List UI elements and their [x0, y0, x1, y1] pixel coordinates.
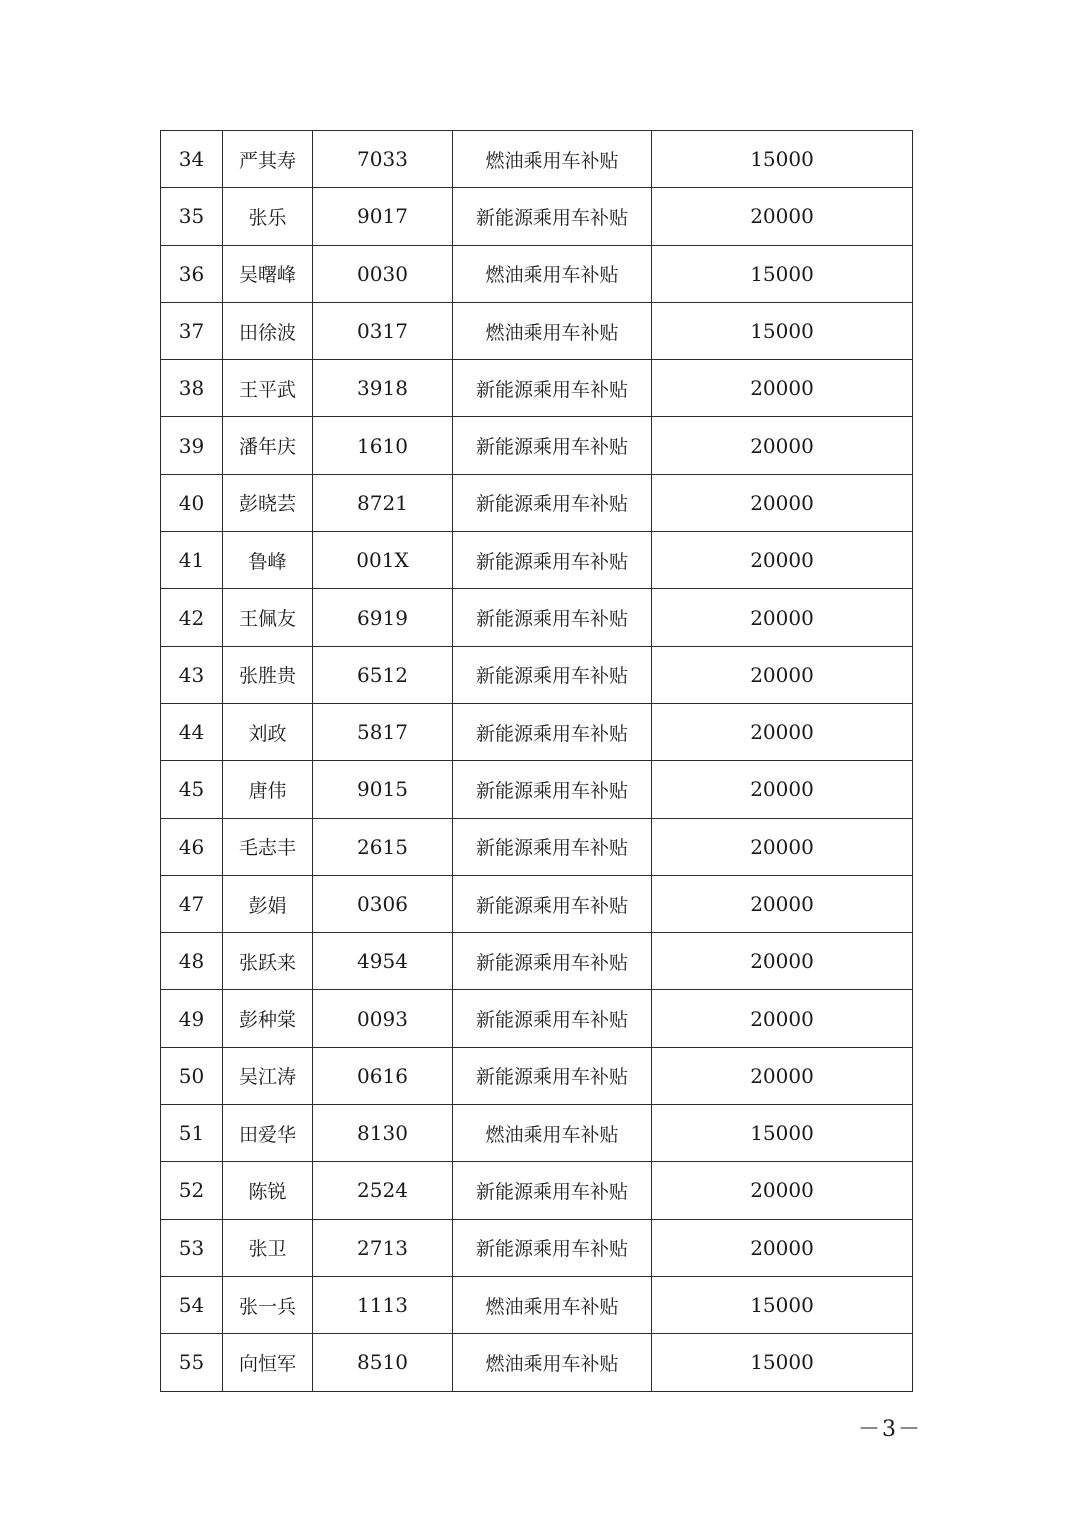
- name-cell: 张跃来: [223, 933, 313, 990]
- subsidy-type-cell: 新能源乘用车补贴: [453, 703, 652, 760]
- table-row: [161, 360, 913, 417]
- table-body: [161, 131, 913, 1392]
- table-row: [161, 990, 913, 1047]
- name-cell: 张乐: [223, 188, 313, 245]
- row-number-cell: 53: [161, 1219, 223, 1276]
- amount-cell: 20000: [652, 360, 913, 417]
- id-tail-cell: 0317: [313, 302, 453, 359]
- name-cell: 陈锐: [223, 1162, 313, 1219]
- table-row: [161, 1219, 913, 1276]
- id-tail-cell: 1610: [313, 417, 453, 474]
- amount-cell: 20000: [652, 589, 913, 646]
- amount-cell: 15000: [652, 1334, 913, 1391]
- subsidy-type-cell: 燃油乘用车补贴: [453, 1105, 652, 1162]
- name-cell: 向恒军: [223, 1334, 313, 1391]
- name-cell: 张卫: [223, 1219, 313, 1276]
- subsidy-type-cell: 新能源乘用车补贴: [453, 646, 652, 703]
- table-row: [161, 1047, 913, 1104]
- amount-cell: 20000: [652, 646, 913, 703]
- id-tail-cell: 8721: [313, 474, 453, 531]
- subsidy-type-cell: 燃油乘用车补贴: [453, 302, 652, 359]
- row-number-cell: 36: [161, 245, 223, 302]
- id-tail-cell: 001X: [313, 532, 453, 589]
- id-tail-cell: 2524: [313, 1162, 453, 1219]
- id-tail-cell: 3918: [313, 360, 453, 417]
- name-cell: 彭晓芸: [223, 474, 313, 531]
- subsidy-type-cell: 新能源乘用车补贴: [453, 589, 652, 646]
- amount-cell: 20000: [652, 990, 913, 1047]
- row-number-cell: 42: [161, 589, 223, 646]
- table-row: [161, 933, 913, 990]
- id-tail-cell: 2713: [313, 1219, 453, 1276]
- table-row: [161, 245, 913, 302]
- subsidy-type-cell: 新能源乘用车补贴: [453, 474, 652, 531]
- id-tail-cell: 0093: [313, 990, 453, 1047]
- id-tail-cell: 2615: [313, 818, 453, 875]
- id-tail-cell: 9015: [313, 761, 453, 818]
- row-number-cell: 44: [161, 703, 223, 760]
- subsidy-type-cell: 新能源乘用车补贴: [453, 1162, 652, 1219]
- name-cell: 吴曙峰: [223, 245, 313, 302]
- row-number-cell: 43: [161, 646, 223, 703]
- subsidy-type-cell: 新能源乘用车补贴: [453, 1047, 652, 1104]
- table-row: [161, 818, 913, 875]
- row-number-cell: 39: [161, 417, 223, 474]
- row-number-cell: 54: [161, 1276, 223, 1333]
- row-number-cell: 51: [161, 1105, 223, 1162]
- name-cell: 彭娟: [223, 875, 313, 932]
- subsidy-type-cell: 燃油乘用车补贴: [453, 131, 652, 188]
- row-number-cell: 38: [161, 360, 223, 417]
- table-row: [161, 1105, 913, 1162]
- name-cell: 毛志丰: [223, 818, 313, 875]
- subsidy-type-cell: 燃油乘用车补贴: [453, 245, 652, 302]
- subsidy-type-cell: 燃油乘用车补贴: [453, 1276, 652, 1333]
- name-cell: 彭种棠: [223, 990, 313, 1047]
- amount-cell: 20000: [652, 1047, 913, 1104]
- table-row: [161, 474, 913, 531]
- name-cell: 唐伟: [223, 761, 313, 818]
- name-cell: 刘政: [223, 703, 313, 760]
- page-number: －3－: [858, 1417, 922, 1442]
- row-number-cell: 35: [161, 188, 223, 245]
- id-tail-cell: 8130: [313, 1105, 453, 1162]
- name-cell: 田爱华: [223, 1105, 313, 1162]
- table-row: [161, 302, 913, 359]
- id-tail-cell: 0306: [313, 875, 453, 932]
- table-row: [161, 646, 913, 703]
- name-cell: 鲁峰: [223, 532, 313, 589]
- amount-cell: 20000: [652, 1162, 913, 1219]
- table-row: [161, 131, 913, 188]
- row-number-cell: 55: [161, 1334, 223, 1391]
- name-cell: 吴江涛: [223, 1047, 313, 1104]
- amount-cell: 15000: [652, 131, 913, 188]
- name-cell: 田徐波: [223, 302, 313, 359]
- amount-cell: 20000: [652, 761, 913, 818]
- id-tail-cell: 0616: [313, 1047, 453, 1104]
- row-number-cell: 37: [161, 302, 223, 359]
- subsidy-type-cell: 新能源乘用车补贴: [453, 818, 652, 875]
- id-tail-cell: 8510: [313, 1334, 453, 1391]
- row-number-cell: 45: [161, 761, 223, 818]
- amount-cell: 15000: [652, 245, 913, 302]
- table-row: [161, 875, 913, 932]
- subsidy-type-cell: 新能源乘用车补贴: [453, 1219, 652, 1276]
- amount-cell: 20000: [652, 188, 913, 245]
- name-cell: 王佩友: [223, 589, 313, 646]
- table-row: [161, 1334, 913, 1391]
- id-tail-cell: 4954: [313, 933, 453, 990]
- amount-cell: 20000: [652, 1219, 913, 1276]
- amount-cell: 20000: [652, 474, 913, 531]
- id-tail-cell: 9017: [313, 188, 453, 245]
- amount-cell: 20000: [652, 818, 913, 875]
- row-number-cell: 49: [161, 990, 223, 1047]
- table-row: [161, 188, 913, 245]
- name-cell: 潘年庆: [223, 417, 313, 474]
- amount-cell: 20000: [652, 417, 913, 474]
- subsidy-type-cell: 新能源乘用车补贴: [453, 188, 652, 245]
- subsidy-type-cell: 新能源乘用车补贴: [453, 360, 652, 417]
- id-tail-cell: 1113: [313, 1276, 453, 1333]
- table-row: [161, 703, 913, 760]
- row-number-cell: 48: [161, 933, 223, 990]
- row-number-cell: 41: [161, 532, 223, 589]
- row-number-cell: 50: [161, 1047, 223, 1104]
- subsidy-type-cell: 新能源乘用车补贴: [453, 417, 652, 474]
- name-cell: 严其寿: [223, 131, 313, 188]
- row-number-cell: 47: [161, 875, 223, 932]
- id-tail-cell: 6512: [313, 646, 453, 703]
- row-number-cell: 40: [161, 474, 223, 531]
- id-tail-cell: 7033: [313, 131, 453, 188]
- table-row: [161, 761, 913, 818]
- amount-cell: 15000: [652, 302, 913, 359]
- amount-cell: 15000: [652, 1276, 913, 1333]
- amount-cell: 15000: [652, 1105, 913, 1162]
- subsidy-table: [160, 130, 913, 1392]
- name-cell: 张一兵: [223, 1276, 313, 1333]
- subsidy-type-cell: 新能源乘用车补贴: [453, 761, 652, 818]
- table-row: [161, 1276, 913, 1333]
- row-number-cell: 34: [161, 131, 223, 188]
- subsidy-type-cell: 新能源乘用车补贴: [453, 990, 652, 1047]
- amount-cell: 20000: [652, 875, 913, 932]
- amount-cell: 20000: [652, 703, 913, 760]
- subsidy-type-cell: 新能源乘用车补贴: [453, 532, 652, 589]
- row-number-cell: 46: [161, 818, 223, 875]
- name-cell: 张胜贵: [223, 646, 313, 703]
- table-row: [161, 1162, 913, 1219]
- subsidy-type-cell: 新能源乘用车补贴: [453, 875, 652, 932]
- name-cell: 王平武: [223, 360, 313, 417]
- table-row: [161, 417, 913, 474]
- amount-cell: 20000: [652, 933, 913, 990]
- id-tail-cell: 6919: [313, 589, 453, 646]
- row-number-cell: 52: [161, 1162, 223, 1219]
- table-row: [161, 532, 913, 589]
- amount-cell: 20000: [652, 532, 913, 589]
- table-row: [161, 589, 913, 646]
- subsidy-type-cell: 燃油乘用车补贴: [453, 1334, 652, 1391]
- subsidy-type-cell: 新能源乘用车补贴: [453, 933, 652, 990]
- id-tail-cell: 0030: [313, 245, 453, 302]
- id-tail-cell: 5817: [313, 703, 453, 760]
